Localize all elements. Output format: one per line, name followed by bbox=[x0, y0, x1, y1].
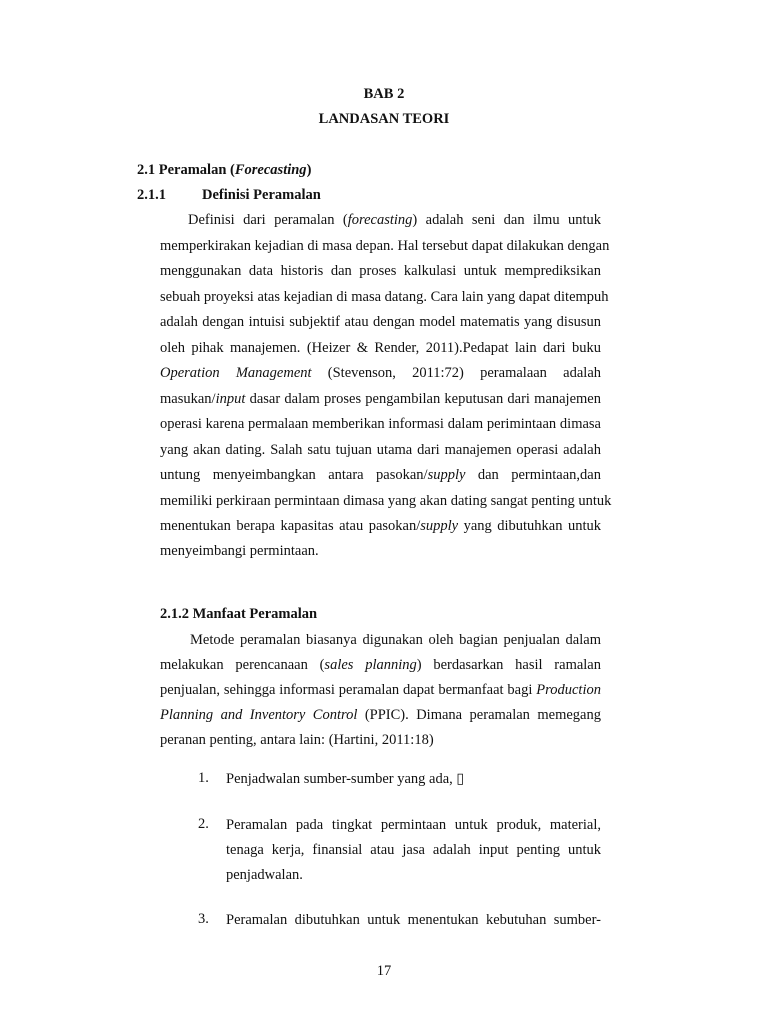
italic-term: Operation Management bbox=[160, 365, 312, 381]
paragraph-line: adalah dengan intuisi subjektif atau dengan model matematis yang disusun bbox=[160, 314, 601, 330]
list-item-number: 2. bbox=[198, 816, 209, 832]
chapter-label: BAB 2 bbox=[363, 86, 405, 102]
text-run: untung menyeimbangkan antara pasokan/ bbox=[160, 467, 428, 483]
paragraph-line bbox=[160, 466, 601, 484]
section-title-italic: Forecasting bbox=[234, 162, 307, 178]
list-item-line: tenaga kerja, finansial atau jasa adalah input penting untuk bbox=[226, 842, 601, 858]
text-run: dasar dalam proses pengambilan keputusan dari manajemen bbox=[245, 391, 601, 407]
page-number: 17 bbox=[376, 963, 392, 979]
list-item-line: Peramalan dibutuhkan untuk menentukan kebutuhan sumber- bbox=[226, 912, 601, 928]
list-item-number: 3. bbox=[198, 911, 209, 927]
italic-term: Production bbox=[536, 682, 601, 698]
paragraph-line: memiliki perkiraan permintaan dimasa yang akan dating sangat penting untuk bbox=[160, 493, 612, 509]
list-item-number: 1. bbox=[198, 770, 209, 786]
section-title: Manfaat Peramalan bbox=[192, 606, 318, 622]
section-title: Peramalan ( bbox=[158, 162, 235, 178]
paragraph-line: sebuah proyeksi atas kejadian di masa datang. Cara lain yang dapat ditempuh bbox=[160, 289, 609, 305]
paragraph-line bbox=[160, 517, 601, 535]
italic-term: Planning and Inventory Control bbox=[160, 707, 358, 723]
paragraph-line bbox=[160, 706, 601, 724]
italic-term: supply bbox=[420, 518, 459, 534]
text-run: menentukan berapa kapasitas atau pasokan/ bbox=[160, 518, 421, 534]
paragraph-line: Metode peramalan biasanya digunakan oleh bagian penjualan dalam bbox=[190, 632, 601, 648]
paragraph-line: memperkirakan kejadian di masa depan. Hal tersebut dapat dilakukan dengan bbox=[160, 238, 610, 254]
paragraph-line: menyeimbangi permintaan. bbox=[160, 543, 319, 559]
text-run: melakukan perencanaan ( bbox=[160, 657, 325, 673]
paragraph-line bbox=[160, 390, 601, 408]
text-run: Definisi dari peramalan ( bbox=[188, 212, 348, 228]
paragraph-line: menggunakan data historis dan proses kalkulasi untuk memprediksikan bbox=[160, 263, 601, 279]
text-run: ) adalah seni dan ilmu untuk bbox=[412, 212, 601, 228]
section-number: 2.1.2 bbox=[160, 606, 189, 622]
section-title-suffix: ) bbox=[306, 162, 312, 178]
list-item-line: penjadwalan. bbox=[226, 867, 303, 883]
section-2-1-1-number: 2.1.1 bbox=[137, 187, 166, 203]
section-2-1-2-heading bbox=[160, 606, 317, 623]
section-2-1-1-title: Definisi Peramalan bbox=[202, 187, 321, 203]
italic-term: input bbox=[215, 391, 246, 407]
text-run: (Stevenson, 2011:72) peramalaan adalah bbox=[311, 365, 602, 381]
paragraph-line bbox=[188, 211, 601, 229]
italic-term: supply bbox=[427, 467, 466, 483]
paragraph-line bbox=[160, 681, 601, 699]
paragraph-line: oleh pihak manajemen. (Heizer & Render, 2011).Pedapat lain dari buku bbox=[160, 340, 601, 356]
paragraph-line: yang akan dating. Salah satu tujuan utama dari manajemen operasi adalah bbox=[160, 442, 601, 458]
section-number: 2.1 bbox=[137, 162, 156, 178]
section-2-1-heading bbox=[137, 162, 311, 179]
text-run: dan permintaan,dan bbox=[465, 467, 601, 483]
text-run: (PPIC). Dimana peramalan memegang bbox=[357, 707, 601, 723]
list-item-line: Peramalan pada tingkat permintaan untuk produk, material, bbox=[226, 817, 601, 833]
italic-term: forecasting bbox=[347, 212, 413, 228]
text-run: ) berdasarkan hasil ramalan bbox=[416, 657, 601, 673]
italic-term: sales planning bbox=[324, 657, 417, 673]
text-run: yang dibutuhkan untuk bbox=[458, 518, 601, 534]
paragraph-line bbox=[160, 364, 601, 382]
paragraph-line: peranan penting, antara lain: (Hartini, 2011:18) bbox=[160, 732, 434, 748]
list-item-line: Penjadwalan sumber-sumber yang ada, ▯ bbox=[226, 771, 465, 787]
paragraph-line bbox=[160, 656, 601, 674]
chapter-title: LANDASAN TEORI bbox=[318, 111, 450, 127]
text-run: penjualan, sehingga informasi peramalan dapat bermanfaat bagi bbox=[160, 682, 537, 698]
paragraph-line: operasi karena permalaan memberikan informasi dalam perimintaan dimasa bbox=[160, 416, 601, 432]
text-run: masukan/ bbox=[160, 391, 216, 407]
